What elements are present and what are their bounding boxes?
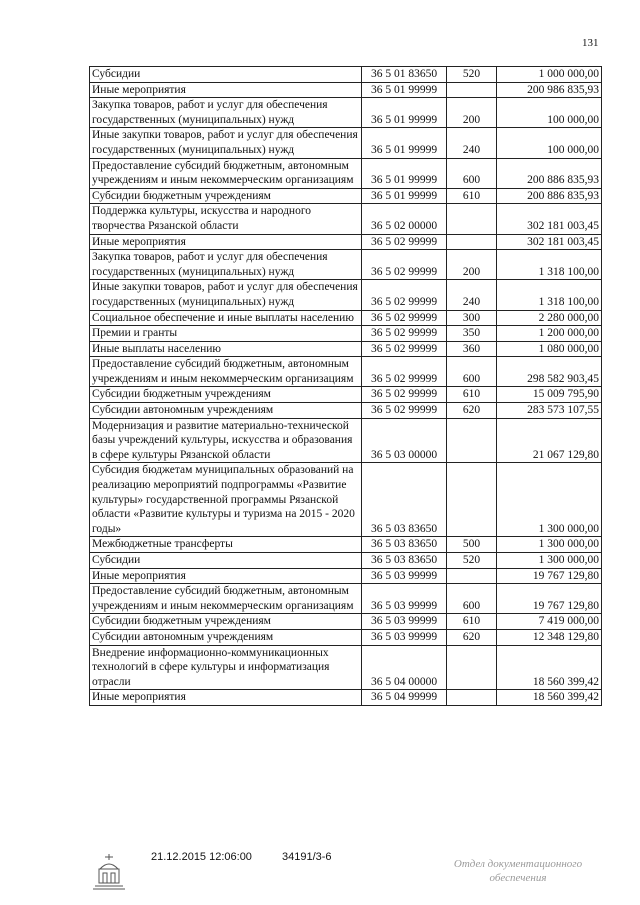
row-expense-type-cell: 620 xyxy=(447,629,497,645)
row-sum-cell: 1 300 000,00 xyxy=(497,553,602,569)
row-code-cell: 36 5 02 99999 xyxy=(362,234,447,250)
stamp-line-2: обеспечения xyxy=(489,872,547,884)
row-code-cell: 36 5 01 99999 xyxy=(362,188,447,204)
row-code-cell: 36 5 02 99999 xyxy=(362,250,447,280)
table-row xyxy=(90,553,602,569)
row-code-cell: 36 5 02 99999 xyxy=(362,357,447,387)
row-name-cell: Иные мероприятия xyxy=(90,82,362,98)
row-sum-cell: 1 300 000,00 xyxy=(497,463,602,537)
table-row xyxy=(90,98,602,128)
row-expense-type-cell xyxy=(447,690,497,706)
table-row xyxy=(90,584,602,614)
row-sum-cell: 1 200 000,00 xyxy=(497,326,602,342)
table-row xyxy=(90,82,602,98)
row-name-cell: Иные выплаты населению xyxy=(90,341,362,357)
row-code-cell: 36 5 02 99999 xyxy=(362,280,447,310)
table-row xyxy=(90,418,602,463)
row-expense-type-cell xyxy=(447,463,497,537)
row-code-cell: 36 5 01 99999 xyxy=(362,82,447,98)
row-name-cell: Субсидии бюджетным учреждениям xyxy=(90,614,362,630)
row-sum-cell: 18 560 399,42 xyxy=(497,690,602,706)
table-row xyxy=(90,128,602,158)
row-sum-cell: 2 280 000,00 xyxy=(497,310,602,326)
row-name-cell: Субсидии xyxy=(90,553,362,569)
budget-table-body xyxy=(90,67,602,706)
row-code-cell: 36 5 03 00000 xyxy=(362,418,447,463)
table-row xyxy=(90,250,602,280)
page-number: 131 xyxy=(582,37,599,49)
row-code-cell: 36 5 01 99999 xyxy=(362,128,447,158)
row-name-cell: Иные закупки товаров, работ и услуг для обеспечения государственных (муниципальных) нужд xyxy=(90,128,362,158)
row-name-cell: Субсидия бюджетам муниципальных образований на реализацию мероприятий подпрограммы «Развитие культуры» государственной программы Рязанской области «Развитие культуры и туризма на 2015 - 2020 годы» xyxy=(90,463,362,537)
row-name-cell: Поддержка культуры, искусства и народного творчества Рязанской области xyxy=(90,204,362,234)
budget-table xyxy=(89,66,602,706)
row-name-cell: Социальное обеспечение и иные выплаты населению xyxy=(90,310,362,326)
row-sum-cell: 200 886 835,93 xyxy=(497,188,602,204)
stamp-line-1: Отдел документационного xyxy=(453,858,583,870)
row-expense-type-cell: 240 xyxy=(447,280,497,310)
row-code-cell: 36 5 02 99999 xyxy=(362,387,447,403)
office-stamp xyxy=(438,857,598,885)
row-name-cell: Субсидии автономным учреждениям xyxy=(90,629,362,645)
row-expense-type-cell: 600 xyxy=(447,584,497,614)
row-sum-cell: 1 300 000,00 xyxy=(497,537,602,553)
row-sum-cell: 7 419 000,00 xyxy=(497,614,602,630)
table-row xyxy=(90,204,602,234)
row-name-cell: Предоставление субсидий бюджетным, автономным учреждениям и иным некоммерческим организациям xyxy=(90,584,362,614)
row-expense-type-cell xyxy=(447,234,497,250)
row-name-cell: Иные мероприятия xyxy=(90,234,362,250)
row-expense-type-cell: 600 xyxy=(447,357,497,387)
row-code-cell: 36 5 03 83650 xyxy=(362,553,447,569)
row-sum-cell: 302 181 003,45 xyxy=(497,204,602,234)
row-name-cell: Субсидии бюджетным учреждениям xyxy=(90,188,362,204)
row-expense-type-cell: 350 xyxy=(447,326,497,342)
row-expense-type-cell xyxy=(447,568,497,584)
row-name-cell: Субсидии автономным учреждениям xyxy=(90,403,362,419)
row-code-cell: 36 5 04 99999 xyxy=(362,690,447,706)
row-name-cell: Закупка товаров, работ и услуг для обеспечения государственных (муниципальных) нужд xyxy=(90,98,362,128)
row-sum-cell: 1 318 100,00 xyxy=(497,280,602,310)
row-name-cell: Предоставление субсидий бюджетным, автономным учреждениям и иным некоммерческим организациям xyxy=(90,158,362,188)
table-row xyxy=(90,645,602,690)
row-sum-cell: 1 080 000,00 xyxy=(497,341,602,357)
row-code-cell: 36 5 02 99999 xyxy=(362,403,447,419)
row-sum-cell: 15 009 795,90 xyxy=(497,387,602,403)
table-row xyxy=(90,67,602,83)
row-expense-type-cell: 620 xyxy=(447,403,497,419)
row-code-cell: 36 5 01 99999 xyxy=(362,98,447,128)
row-sum-cell: 100 000,00 xyxy=(497,128,602,158)
row-code-cell: 36 5 04 00000 xyxy=(362,645,447,690)
row-expense-type-cell: 610 xyxy=(447,188,497,204)
table-row xyxy=(90,310,602,326)
row-name-cell: Премии и гранты xyxy=(90,326,362,342)
footer-datetime: 21.12.2015 12:06:00 xyxy=(151,851,252,863)
row-sum-cell: 200 886 835,93 xyxy=(497,158,602,188)
row-expense-type-cell: 300 xyxy=(447,310,497,326)
table-row xyxy=(90,341,602,357)
row-name-cell: Предоставление субсидий бюджетным, автономным учреждениям и иным некоммерческим организациям xyxy=(90,357,362,387)
row-sum-cell: 12 348 129,80 xyxy=(497,629,602,645)
table-row xyxy=(90,403,602,419)
row-expense-type-cell: 520 xyxy=(447,67,497,83)
row-expense-type-cell: 200 xyxy=(447,98,497,128)
row-expense-type-cell xyxy=(447,204,497,234)
row-name-cell: Иные закупки товаров, работ и услуг для обеспечения государственных (муниципальных) нужд xyxy=(90,280,362,310)
row-code-cell: 36 5 02 99999 xyxy=(362,310,447,326)
row-code-cell: 36 5 03 83650 xyxy=(362,463,447,537)
row-code-cell: 36 5 03 99999 xyxy=(362,568,447,584)
row-code-cell: 36 5 03 99999 xyxy=(362,584,447,614)
row-code-cell: 36 5 01 99999 xyxy=(362,158,447,188)
row-expense-type-cell: 600 xyxy=(447,158,497,188)
row-expense-type-cell xyxy=(447,645,497,690)
emblem-logo-icon xyxy=(90,851,128,891)
row-sum-cell: 283 573 107,55 xyxy=(497,403,602,419)
table-row xyxy=(90,357,602,387)
row-expense-type-cell: 500 xyxy=(447,537,497,553)
row-code-cell: 36 5 02 00000 xyxy=(362,204,447,234)
row-sum-cell: 1 000 000,00 xyxy=(497,67,602,83)
row-code-cell: 36 5 03 99999 xyxy=(362,614,447,630)
row-name-cell: Модернизация и развитие материально-технической базы учреждений культуры, искусства и образования в сфере культуры Рязанской области xyxy=(90,418,362,463)
row-expense-type-cell xyxy=(447,82,497,98)
footer-doc-number: 34191/3-6 xyxy=(282,851,332,863)
row-code-cell: 36 5 03 99999 xyxy=(362,629,447,645)
table-row xyxy=(90,690,602,706)
row-expense-type-cell: 610 xyxy=(447,387,497,403)
row-code-cell: 36 5 01 83650 xyxy=(362,67,447,83)
row-expense-type-cell xyxy=(447,418,497,463)
row-name-cell: Иные мероприятия xyxy=(90,568,362,584)
table-row xyxy=(90,537,602,553)
row-expense-type-cell: 520 xyxy=(447,553,497,569)
table-row xyxy=(90,234,602,250)
row-sum-cell: 100 000,00 xyxy=(497,98,602,128)
table-row xyxy=(90,614,602,630)
row-code-cell: 36 5 02 99999 xyxy=(362,326,447,342)
table-row xyxy=(90,463,602,537)
table-row xyxy=(90,629,602,645)
row-name-cell: Межбюджетные трансферты xyxy=(90,537,362,553)
row-code-cell: 36 5 03 83650 xyxy=(362,537,447,553)
table-row xyxy=(90,387,602,403)
row-sum-cell: 21 067 129,80 xyxy=(497,418,602,463)
row-sum-cell: 18 560 399,42 xyxy=(497,645,602,690)
table-row xyxy=(90,568,602,584)
row-sum-cell: 1 318 100,00 xyxy=(497,250,602,280)
row-expense-type-cell: 610 xyxy=(447,614,497,630)
row-code-cell: 36 5 02 99999 xyxy=(362,341,447,357)
row-sum-cell: 19 767 129,80 xyxy=(497,568,602,584)
row-name-cell: Субсидии бюджетным учреждениям xyxy=(90,387,362,403)
row-sum-cell: 298 582 903,45 xyxy=(497,357,602,387)
row-sum-cell: 200 986 835,93 xyxy=(497,82,602,98)
row-name-cell: Субсидии xyxy=(90,67,362,83)
row-sum-cell: 19 767 129,80 xyxy=(497,584,602,614)
row-name-cell: Внедрение информационно-коммуникационных технологий в сфере культуры и информатизация отрасли xyxy=(90,645,362,690)
row-name-cell: Закупка товаров, работ и услуг для обеспечения государственных (муниципальных) нужд xyxy=(90,250,362,280)
row-expense-type-cell: 240 xyxy=(447,128,497,158)
row-expense-type-cell: 200 xyxy=(447,250,497,280)
row-sum-cell: 302 181 003,45 xyxy=(497,234,602,250)
table-row xyxy=(90,158,602,188)
row-name-cell: Иные мероприятия xyxy=(90,690,362,706)
table-row xyxy=(90,326,602,342)
row-expense-type-cell: 360 xyxy=(447,341,497,357)
table-row xyxy=(90,280,602,310)
table-row xyxy=(90,188,602,204)
